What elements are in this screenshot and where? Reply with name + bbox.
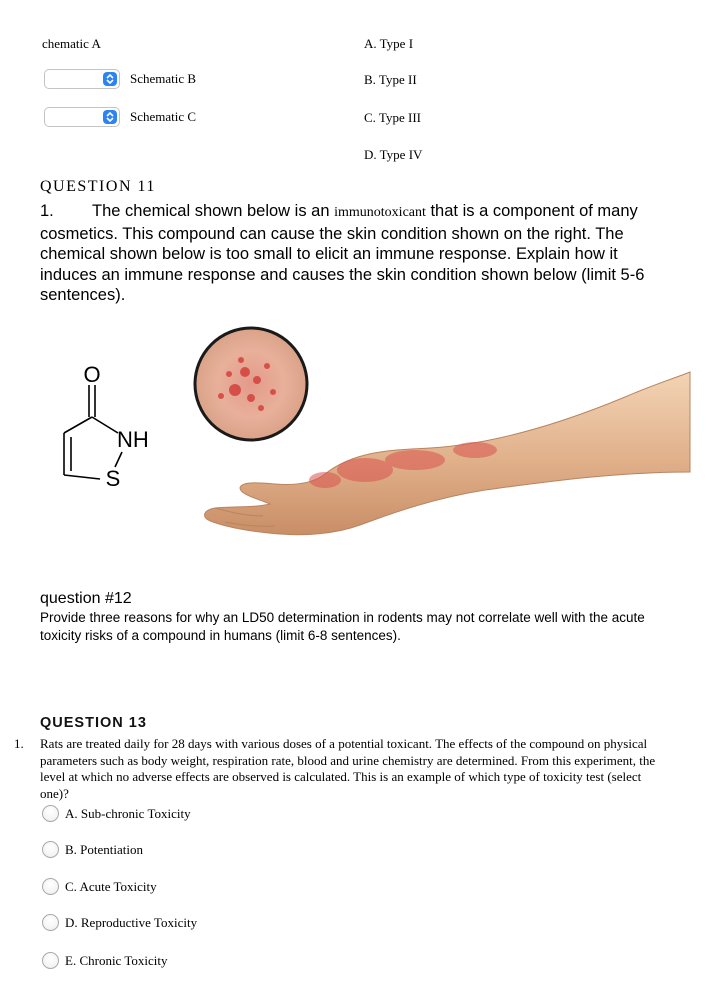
question-13-number: 1. [14,736,24,751]
radio-button[interactable] [42,841,59,858]
option-type-i: A. Type I [364,36,414,51]
nh-group-label: NH [117,427,149,452]
isothiazolinone-structure [50,355,170,500]
skin-rash-illustration [185,322,695,547]
choice-label: D. Reproductive Toxicity [65,915,198,930]
question-11-number: 1. [40,202,54,220]
option-type-ii: B. Type II [364,72,417,87]
schematic-c-dropdown[interactable] [44,107,120,127]
oxygen-atom-label: O [83,362,101,387]
question-11-heading: QUESTION 11 [40,178,156,195]
radio-button[interactable] [42,914,59,931]
radio-button[interactable] [42,878,59,895]
question-12-heading: question #12 [40,590,132,607]
question-11-term: immunotoxicant [334,205,426,220]
question-13-text: Rats are treated daily for 28 days with various doses of a potential toxicant. The effects of the compound on physical parameters such as body weight, respiration rate, blood and urine chemistry are determined. From this experiment, the level at which no adverse effects are observed is calculated. This is an example of which type of toxicity test (select one)? [40,736,656,801]
option-type-iv: D. Type IV [364,147,423,162]
question-11-text [40,201,660,306]
question-13-heading: QUESTION 13 [40,715,147,731]
schematic-b-dropdown[interactable] [44,69,120,89]
radio-button[interactable] [42,805,59,822]
option-type-iii: C. Type III [364,110,421,125]
match-item-a-label: chematic A [42,36,101,51]
question-11-text-part2: that is a component of many cosmetics. This compound can cause the skin condition shown on the right. The chemical shown below is too small to elicit an immune response. Explain how it induces an immune response and causes the skin condition shown below (limit 5-6 sentences). [40,202,645,304]
choice-label: B. Potentiation [65,842,143,857]
chevron-updown-icon [103,110,117,124]
question-11-text-part1: The chemical shown below is an [92,202,335,220]
chevron-updown-icon [103,72,117,86]
question-12-text: Provide three reasons for why an LD50 determination in rodents may not correlate well with the acute toxicity risks of a compound in humans (limit 6-8 sentences). [40,610,645,643]
sulfur-atom-label: S [105,466,121,491]
choice-label: A. Sub-chronic Toxicity [65,806,191,821]
match-item-c-label: Schematic C [130,109,197,124]
choice-label: C. Acute Toxicity [65,879,157,894]
match-item-b-label: Schematic B [130,71,197,86]
choice-label: E. Chronic Toxicity [65,953,168,968]
radio-button[interactable] [42,952,59,969]
